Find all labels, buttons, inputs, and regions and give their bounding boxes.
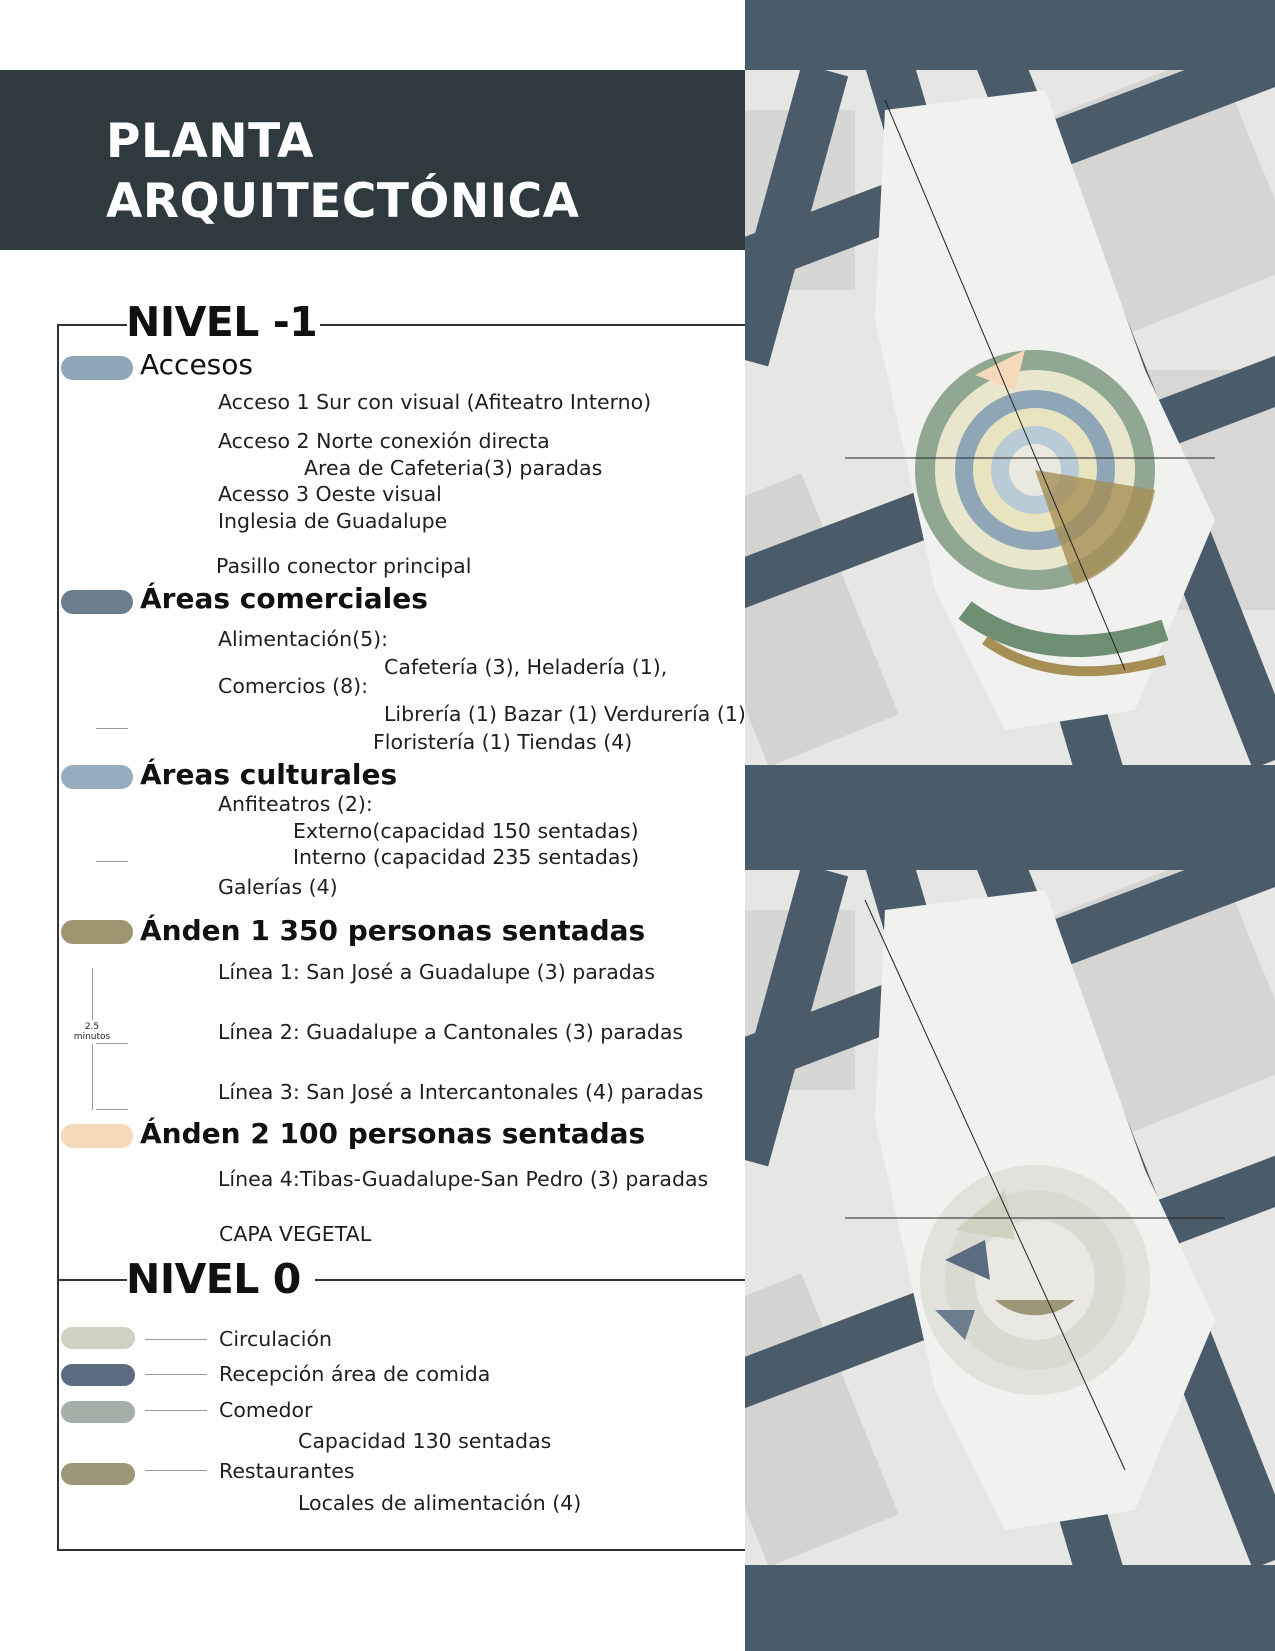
anden1-item: Línea 3: San José a Intercantonales (4) paradas (218, 1080, 704, 1104)
legend-frame-mid-right (315, 1279, 745, 1281)
circulacion-label: Circulación (219, 1327, 333, 1351)
leader-line (145, 1374, 207, 1375)
culturales-item: Externo(capacidad 150 sentadas) (293, 819, 639, 843)
legend-frame-bottom (57, 1549, 745, 1551)
culturales-item: Galerías (4) (218, 875, 338, 899)
restaurantes-label: Restaurantes (219, 1459, 355, 1483)
plan-nivel-menos-1-image (745, 70, 1275, 765)
leader-line (145, 1410, 207, 1411)
tick-mark (96, 861, 128, 862)
anden1-item: Línea 2: Guadalupe a Cantonales (3) paradas (218, 1020, 684, 1044)
accesos-item: Acceso 1 Sur con visual (Afiteatro Interno) (218, 390, 652, 414)
plan-nivel-0-image (745, 870, 1275, 1565)
comerciales-label: Áreas comerciales (140, 582, 428, 615)
anden2-label: Ánden 2 100 personas sentadas (140, 1117, 646, 1150)
comerciales-swatch (61, 590, 133, 614)
legend-frame-top-right (320, 324, 745, 326)
circulacion-swatch (61, 1327, 135, 1349)
culturales-item: Interno (capacidad 235 sentadas) (293, 845, 640, 869)
page-title-line-2: ARQUITECTÓNICA (106, 174, 580, 229)
comerciales-item: Floristería (1) Tiendas (4) (373, 730, 633, 754)
culturales-swatch (61, 765, 133, 789)
capa-vegetal-label: CAPA VEGETAL (219, 1222, 372, 1246)
leader-line (145, 1339, 207, 1340)
comerciales-item: Librería (1) Bazar (1) Verdurería (1) (384, 702, 746, 726)
anden1-swatch (61, 920, 133, 944)
time-value: 2.5 (84, 1022, 100, 1032)
nivel-menos-1-heading: NIVEL -1 (126, 298, 318, 346)
time-label (68, 1022, 116, 1042)
accesos-label: Accesos (140, 348, 253, 381)
comedor-capacity: Capacidad 130 sentadas (298, 1429, 552, 1453)
accesos-item: Pasillo conector principal (216, 554, 472, 578)
legend-frame-top-left (57, 324, 127, 326)
legend-frame-left (57, 324, 59, 1550)
time-bracket-upper (92, 968, 93, 1020)
page-title-line-1: PLANTA (106, 114, 314, 169)
comedor-swatch (61, 1401, 135, 1423)
legend-frame-mid-left (57, 1279, 127, 1281)
accesos-item: Area de Cafeteria(3) paradas (304, 456, 603, 480)
comedor-label: Comedor (219, 1398, 313, 1422)
time-bracket-lower (92, 1044, 93, 1110)
leader-line (145, 1470, 207, 1471)
tick-mark (96, 728, 128, 729)
tick-mark (96, 1109, 128, 1110)
comerciales-item: Comercios (8): (218, 674, 369, 698)
anden2-swatch (61, 1124, 133, 1148)
recepcion-label: Recepción área de comida (219, 1362, 491, 1386)
comerciales-item: Cafetería (3), Heladería (1), (384, 655, 668, 679)
time-unit: minutos (73, 1032, 111, 1042)
culturales-item: Anfiteatros (2): (218, 792, 373, 816)
anden1-item: Línea 1: San José a Guadalupe (3) paradas (218, 960, 656, 984)
accesos-item: Acceso 2 Norte conexión directa (218, 429, 550, 453)
accesos-swatch (61, 356, 133, 380)
nivel-0-heading: NIVEL 0 (126, 1255, 301, 1303)
restaurantes-locales: Locales de alimentación (4) (298, 1491, 582, 1515)
restaurantes-swatch (61, 1463, 135, 1485)
anden2-item: Línea 4:Tibas-Guadalupe-San Pedro (3) paradas (218, 1167, 709, 1191)
accesos-item: Acesso 3 Oeste visual (218, 482, 442, 506)
culturales-label: Áreas culturales (140, 758, 398, 791)
accesos-item: Inglesia de Guadalupe (218, 509, 448, 533)
comerciales-item: Alimentación(5): (218, 627, 389, 651)
recepcion-swatch (61, 1364, 135, 1386)
tick-mark (96, 1043, 128, 1044)
anden1-label: Ánden 1 350 personas sentadas (140, 914, 646, 947)
